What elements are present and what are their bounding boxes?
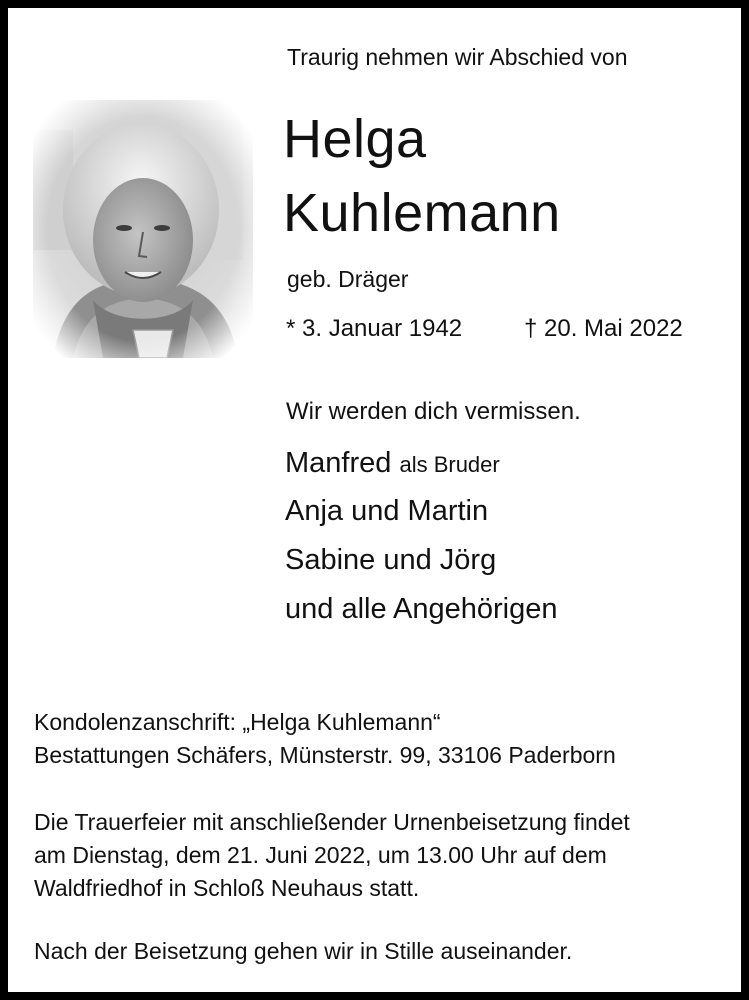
ceremony-info <box>34 806 630 905</box>
condolence-line: Bestattungen Schäfers, Münsterstr. 99, 33106 Paderborn <box>34 742 616 768</box>
deceased-first-name: Helga <box>283 109 427 169</box>
mourner-line: und alle Angehörigen <box>285 593 558 625</box>
deceased-last-name: Kuhlemann <box>283 183 561 243</box>
mourner-line <box>285 447 500 480</box>
closing-text: Nach der Beisetzung gehen wir in Stille auseinander. <box>34 938 573 964</box>
mourner-relation: als Bruder <box>399 452 500 477</box>
ceremony-line: Die Trauerfeier mit anschließender Urnenbeisetzung findet <box>34 809 630 835</box>
birth-date: * 3. Januar 1942 <box>286 315 463 342</box>
ceremony-line: Waldfriedhof in Schloß Neuhaus statt. <box>34 875 420 901</box>
mourner-line: Sabine und Jörg <box>285 544 497 576</box>
portrait-photo <box>33 100 253 358</box>
death-date: † 20. Mai 2022 <box>524 315 683 342</box>
intro-text: Traurig nehmen wir Abschied von <box>287 44 628 70</box>
mourners-intro: Wir werden dich vermissen. <box>286 398 581 425</box>
mourner-line: Anja und Martin <box>285 495 489 527</box>
mourner-name: Manfred <box>285 447 392 479</box>
condolence-address <box>34 706 616 772</box>
condolence-line: Kondolenzanschrift: „Helga Kuhlemann“ <box>34 709 441 735</box>
ceremony-line: am Dienstag, dem 21. Juni 2022, um 13.00 Uhr auf dem <box>34 842 607 868</box>
birth-name: geb. Dräger <box>287 266 409 292</box>
